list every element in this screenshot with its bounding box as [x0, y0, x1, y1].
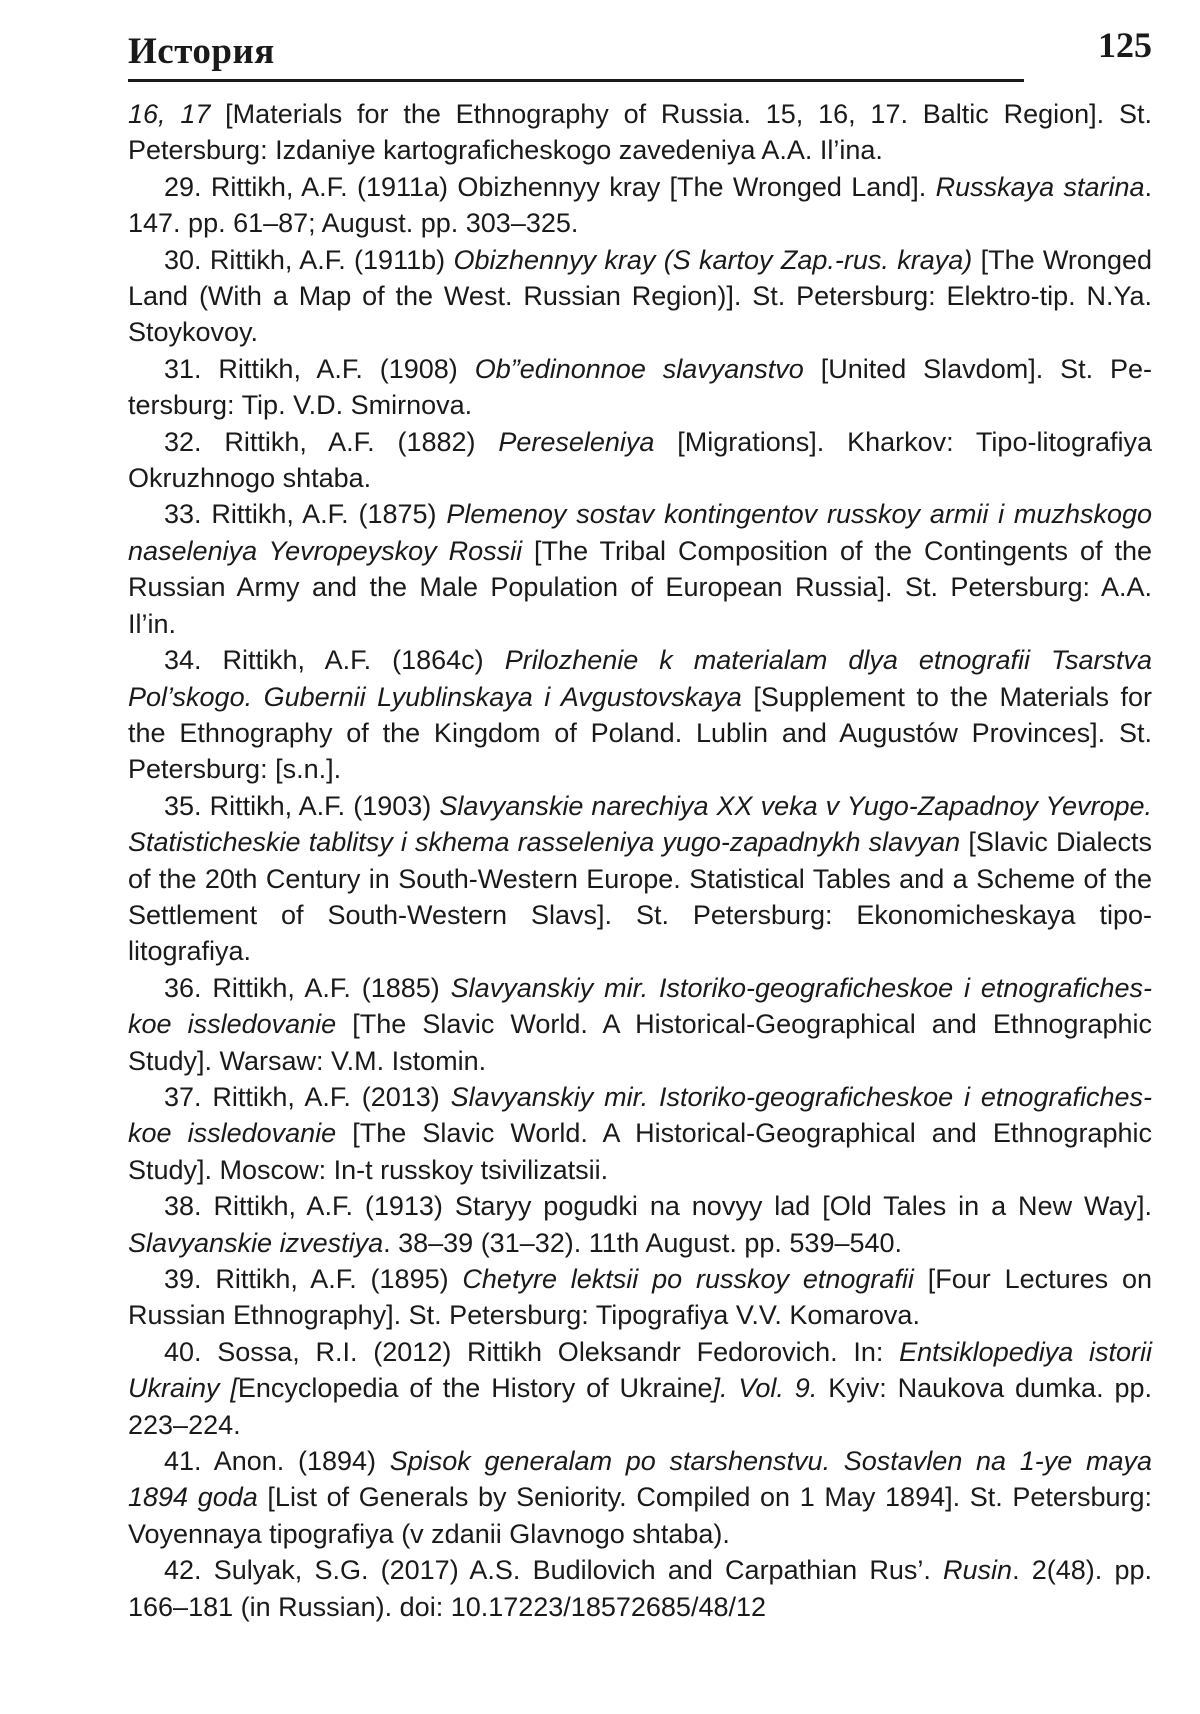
reference-text: 33. Rittikh, A.F. (1875)	[164, 499, 447, 530]
reference-text: [The Tribal Composition of the Contingents of the Russian Army and the Male Population of European Russia]. St. Petersburg: A.A. Il’in.	[128, 535, 1152, 639]
reference-text: 32. Rittikh, A.F. (1882)	[164, 426, 499, 457]
reference-italic-text: Obizhennyy kray (S kartoy Zap.-rus. kraya)	[453, 244, 973, 275]
reference-33	[128, 496, 1152, 642]
reference-36	[128, 970, 1152, 1079]
reference-40	[128, 1334, 1152, 1443]
reference-text: . 2(48). pp. 166–181 (in Russian). doi: 10.17223/18572685/48/12	[128, 1555, 1152, 1622]
reference-italic-text: Rusin	[943, 1555, 1013, 1586]
reference-text: Kyiv: Naukova dumka. pp. 223–224.	[128, 1373, 1152, 1440]
reference-38	[128, 1188, 1152, 1261]
page-number: 125	[1098, 25, 1152, 65]
reference-35	[128, 788, 1152, 970]
reference-text: . 147. pp. 61–87; August. pp. 303–325.	[128, 171, 1152, 239]
reference-text: [The Wronged Land (With a Map of the West. Russian Region)]. St. Petersburg: Elektro-tip. N.Ya. Stoykovoy.	[128, 244, 1152, 348]
reference-29	[128, 169, 1152, 242]
header-rule	[128, 79, 1024, 82]
reference-italic-text: Slavyanskie izvestiya	[128, 1227, 384, 1258]
reference-39	[128, 1261, 1152, 1334]
reference-30	[128, 242, 1152, 351]
reference-text: 36. Rittikh, A.F. (1885)	[164, 972, 451, 1003]
reference-text: [United Slavdom]. St. Petersburg: Tip. V.D. Smirnova.	[128, 353, 1153, 421]
reference-text: [Migrations]. Kharkov: Tipo-litografiya Okruzhnogo shtaba.	[128, 426, 1153, 494]
reference-text: [List of Generals by Seniority. Compiled on 1 May 1894]. St. Petersburg: Voyennaya tipografiya (v zdanii Glavnogo shtaba).	[128, 1482, 1152, 1549]
reference-text: 41. Anon. (1894)	[164, 1446, 390, 1477]
reference-41	[128, 1443, 1152, 1552]
reference-42	[128, 1552, 1152, 1625]
running-header	[128, 20, 1152, 82]
reference-italic-text: Russkaya starina	[935, 171, 1145, 202]
reference-text: 38. Rittikh, A.F. (1913) Staryy pogudki na novyy lad [Old Tales in a New Way].	[164, 1191, 1152, 1222]
reference-text: 30. Rittikh, A.F. (1911b)	[164, 244, 454, 275]
reference-text: 39. Rittikh, A.F. (1895)	[164, 1264, 463, 1294]
reference-text: [The Slavic World. A Historical-Geographical and Ethnographic Study]. Warsaw: V.M. Istomin.	[128, 1009, 1152, 1076]
reference-text: [Materials for the Ethnography of Russia. 15, 16, 17. Baltic Region]. St. Petersburg: Izdaniye kartograficheskogo zavedeniya A.A. Il’ina.	[128, 99, 1152, 166]
reference-text: 37. Rittikh, A.F. (2013)	[164, 1081, 451, 1112]
reference-continuation	[128, 96, 1152, 169]
reference-text: . 38–39 (31–32). 11th August. pp. 539–540.	[383, 1227, 903, 1258]
reference-list	[128, 96, 1152, 1625]
reference-31	[128, 351, 1152, 424]
reference-text: 34. Rittikh, A.F. (1864c)	[164, 645, 505, 676]
reference-text: [Four Lectures on Russian Ethnography]. St. Petersburg: Tipografiya V.V. Komarova.	[128, 1264, 1152, 1331]
reference-italic-text: Entsiklopediya istorii Ukrainy [	[128, 1336, 1152, 1404]
reference-37	[128, 1079, 1152, 1188]
reference-italic-text: Chetyre lektsii po russkoy etnografii	[462, 1264, 914, 1294]
reference-italic-text: Slavyanskie narechiya XX veka v Yugo-Zapadnoy Yevrope. Statisticheskie tablitsy i skhema rasseleniya yugo-zapadnykh slavyan	[128, 790, 1153, 858]
reference-text: 29. Rittikh, A.F. (1911a) Obizhennyy kray [The Wronged Land].	[164, 171, 936, 202]
reference-italic-text: 16, 17	[128, 99, 211, 129]
reference-text: Encyclopedia of the History of Ukraine	[237, 1373, 713, 1404]
reference-italic-text: ]. Vol. 9.	[712, 1373, 818, 1404]
reference-italic-text: Spisok generalam po starshenstvu. Sostavlen na 1-ye maya 1894 goda	[128, 1446, 1153, 1513]
reference-italic-text: Slavyanskiy mir. Istoriko-geograficheskoe i etnograficheskoe issledovanie	[128, 972, 1153, 1040]
reference-text: 31. Rittikh, A.F. (1908)	[164, 353, 475, 384]
reference-text: [Supplement to the Materials for the Ethnography of the Kingdom of Poland. Lublin and Augustów Provinces]. St. Petersburg: [s.n.].	[128, 681, 1152, 785]
reference-text: [Slavic Dialects of the 20th Century in South-Western Europe. Statistical Tables and a Scheme of the Settlement of South-Western Slavs]. St. Petersburg: Ekonomicheskaya tipo-litografiya.	[128, 827, 1153, 967]
reference-italic-text: Slavyanskiy mir. Istoriko-geograficheskoe i etnograficheskoe issledovanie	[128, 1081, 1153, 1149]
reference-italic-text: Plemenoy sostav kontingentov russkoy armii i muzhskogo naseleniya Yevropeyskoy Rossii	[128, 499, 1153, 566]
reference-italic-text: Pereseleniya	[498, 426, 655, 457]
reference-text: 40. Sossa, R.I. (2012) Rittikh Oleksandr Fedorovich. In:	[164, 1336, 900, 1367]
reference-32	[128, 424, 1152, 497]
reference-italic-text: Prilozhenie k materialam dlya etnografii Tsarstva Pol’skogo. Gubernii Lyublinskaya i Avgustovskaya	[128, 645, 1153, 712]
reference-italic-text: Ob”edinonnoe slavyanstvo	[474, 353, 804, 384]
reference-text: 35. Rittikh, A.F. (1903)	[164, 790, 440, 821]
reference-34	[128, 642, 1152, 788]
reference-text: [The Slavic World. A Historical-Geographical and Ethnographic Study]. Moscow: In-t russkoy tsivilizatsii.	[128, 1118, 1152, 1185]
section-title: История	[128, 31, 275, 72]
reference-text: 42. Sulyak, S.G. (2017) A.S. Budilovich and Carpathian Rus’.	[164, 1555, 944, 1586]
